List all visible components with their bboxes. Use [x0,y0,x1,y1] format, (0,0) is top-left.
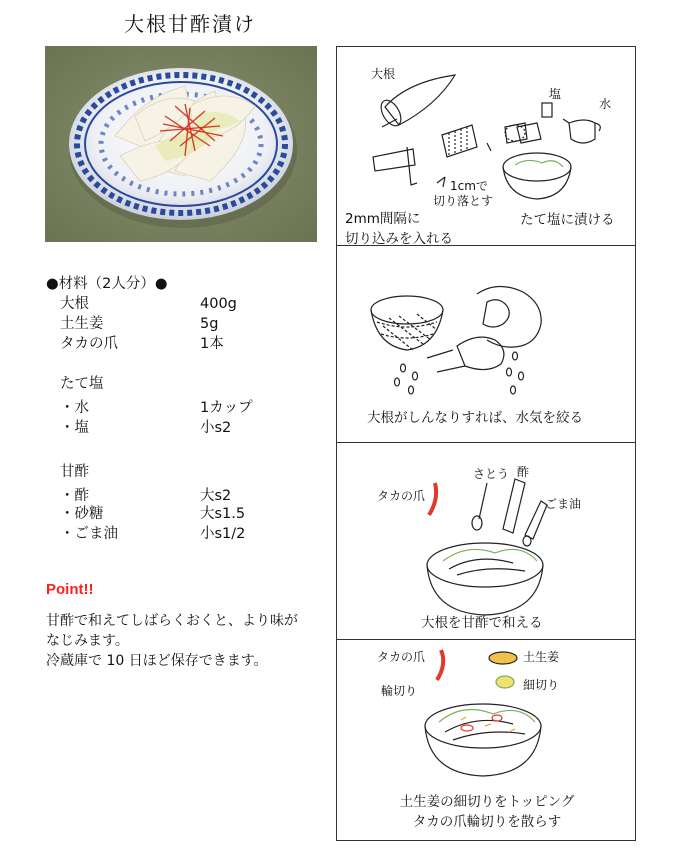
label-shoga: 土生姜 [523,650,560,664]
recipe-title: 大根甘酢漬け [124,12,256,36]
point-text [46,611,326,671]
caption-step-3: 大根を甘酢で和える [421,615,543,631]
label-1cm: 1cmで [450,179,488,193]
ingredients-header: ●材料（2人分）● [46,276,168,292]
label-wagiri: 輪切り [381,684,418,698]
label-shio: 塩 [549,87,562,101]
label-kiriotosu: 切り落とす [433,194,494,208]
label-gomaabura: ごま油 [545,497,582,511]
ingredient-row: ・酢 [60,488,89,504]
point-line: 甘酢で和えてしばらくおくと、より味が [46,613,298,629]
point-label: Point!! [46,581,94,598]
amazu-title: 甘酢 [60,464,89,480]
point-line: 冷蔵庫で 10 日ほど保存できます。 [46,653,268,669]
ingredient-row: ・ごま油 [60,526,118,542]
caption-step-2: 大根がしんなりすれば、水気を絞る [367,410,583,426]
tate-shio-title: たて塩 [60,376,104,392]
dish-photo [45,46,317,242]
step-2-panel [337,246,635,442]
step-4-panel [337,640,635,840]
label-su: 酢 [517,465,530,479]
step-1-panel [337,47,635,245]
label-takanotsume: タカの爪 [377,489,426,503]
step-3-panel [337,443,635,639]
caption-step-1b: たて塩に漬ける [520,212,615,228]
ingredient-row: ・砂糖 [60,506,104,522]
label-mizu: 水 [599,97,612,111]
ingredient-row: ・塩 [60,420,89,436]
caption-step-1a: 2mm間隔に 切り込みを入れる [345,211,453,247]
label-daikon: 大根 [371,67,396,81]
caption-step-4: 土生姜の細切りをトッピング タカの爪輪切りを散らす [399,794,575,830]
ingredient-row: ・水 [60,400,89,416]
label-satou: さとう [473,467,510,481]
point-line: なじみます。 [46,633,129,649]
label-hosogiri: 細切り [523,678,560,692]
label-takanotsume: タカの爪 [377,650,426,664]
